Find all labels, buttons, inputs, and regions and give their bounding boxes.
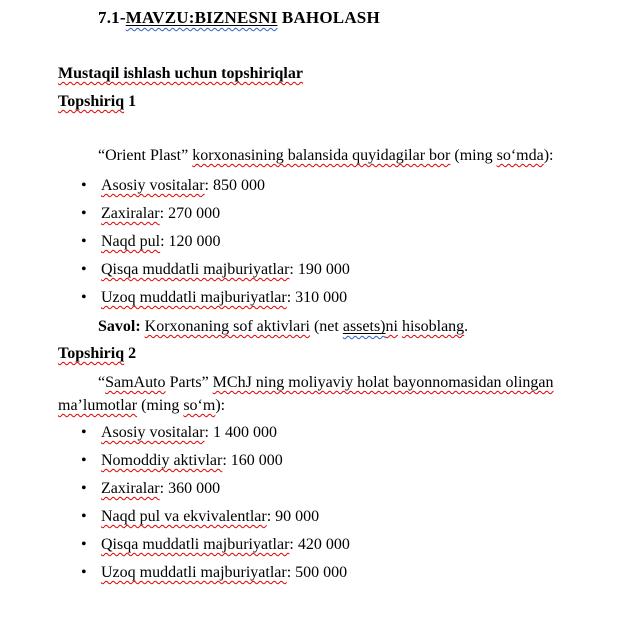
text-segment: Savol: — [98, 318, 141, 335]
task2-intro-paragraph — [58, 371, 585, 417]
list-item — [58, 228, 585, 256]
list-item — [58, 200, 585, 228]
text-segment: so‘m — [183, 397, 216, 414]
list-item — [58, 559, 585, 587]
text-segment: : 120 000 — [160, 233, 221, 250]
list-item — [58, 256, 585, 284]
list-item — [58, 419, 585, 447]
text-segment: Uzoq muddatli majburiyatlar — [101, 564, 287, 581]
text-segment: 2 — [124, 345, 137, 362]
text-segment: Zaxiralar — [101, 205, 160, 222]
text-segment: MChJ ning moliyaviy holat bayonnomasidan olingan — [212, 374, 554, 391]
text-segment: : 360 000 — [159, 480, 221, 497]
text-segment: ): — [215, 397, 226, 414]
list-item — [58, 284, 585, 312]
text-segment: Qisqa muddatli majburiyatlar — [101, 261, 290, 278]
text-segment: hisoblang — [401, 318, 465, 335]
text-segment: ni — [385, 318, 398, 335]
task2-bullet-list — [58, 419, 585, 587]
text-segment: : 420 000 — [289, 536, 350, 553]
text-segment: Topshiriq — [58, 93, 125, 110]
grammar-marked-text: assets) — [342, 318, 386, 335]
list-item — [58, 475, 585, 503]
text-segment: Uzoq muddatli majburiyatlar — [101, 289, 287, 306]
text-segment: Qisqa muddatli majburiyatlar — [101, 536, 290, 553]
task1-intro-paragraph — [58, 144, 585, 167]
text-segment: (net — [309, 318, 343, 335]
text-segment: Naqd pul — [101, 233, 161, 250]
page-title — [98, 7, 585, 28]
text-segment: so‘mda — [496, 147, 544, 164]
text-segment: SamAuto — [105, 374, 166, 391]
text-segment: (ming — [137, 397, 184, 414]
text-segment: 7.1- — [98, 8, 126, 27]
text-segment: Korxonaning sof aktivlari — [144, 318, 310, 335]
text-segment: 1 — [124, 93, 137, 110]
text-segment: Nomoddiy aktivlar — [101, 452, 223, 469]
text-segment: Zaxiralar — [101, 480, 160, 497]
grammar-marked-text: MAVZU:BIZNESNI — [125, 8, 278, 27]
text-segment: Mustaqil ishlash uchun topshiriqlar — [58, 65, 303, 82]
text-segment: . — [464, 318, 469, 335]
task2-heading — [58, 343, 585, 364]
text-segment: : 270 000 — [159, 205, 221, 222]
text-segment: : 90 000 — [266, 508, 320, 525]
list-item — [58, 531, 585, 559]
task1-question — [58, 315, 585, 338]
text-segment: : 1 400 000 — [204, 424, 277, 441]
text-segment: Asosiy vositalar — [101, 424, 205, 441]
text-segment: “Orient Plast” — [98, 147, 193, 164]
text-segment: Topshiriq — [58, 345, 125, 362]
text-segment: Naqd pul va ekvivalentlar — [101, 508, 267, 525]
task1-bullet-list — [58, 172, 585, 312]
text-segment: BAHOLASH — [277, 8, 380, 27]
text-segment: : 500 000 — [286, 564, 348, 581]
text-segment: : 850 000 — [204, 177, 265, 194]
text-segment: korxonasining balansida quyidagilar bor — [192, 147, 451, 164]
list-item — [58, 503, 585, 531]
text-segment — [343, 318, 386, 335]
text-segment: Parts” — [165, 374, 213, 391]
text-segment: (ming — [450, 147, 497, 164]
task1-heading — [58, 91, 585, 112]
text-segment: : 160 000 — [222, 452, 283, 469]
text-segment: “ — [98, 374, 106, 391]
text-segment: : 310 000 — [286, 289, 348, 306]
list-item — [58, 172, 585, 200]
text-segment: ma’lumotlar — [58, 397, 138, 414]
text-segment: : 190 000 — [289, 261, 350, 278]
text-segment: ): — [543, 147, 554, 164]
list-item — [58, 447, 585, 475]
text-segment: Asosiy vositalar — [101, 177, 205, 194]
section-heading — [58, 63, 585, 84]
text-segment — [126, 8, 278, 27]
